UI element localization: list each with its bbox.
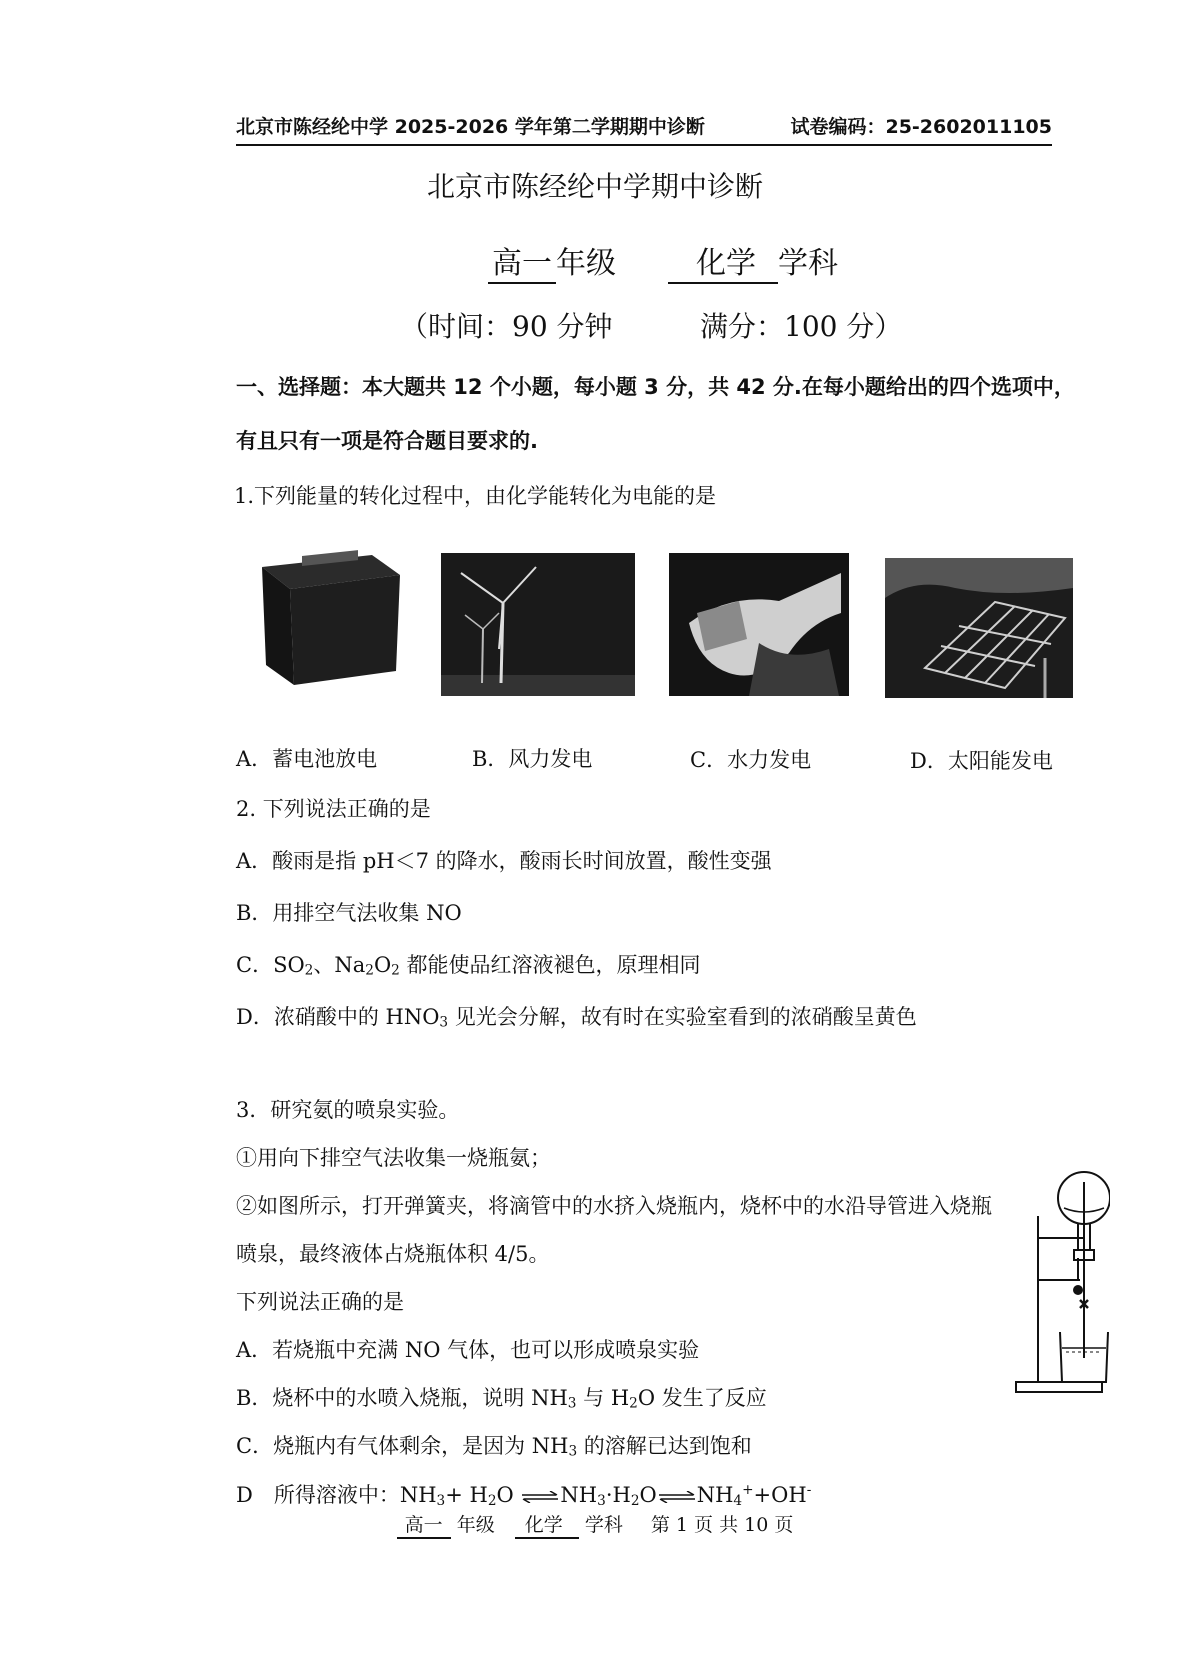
q3-d-plus: + H [445,1483,488,1508]
question-1-stem: 1.下列能量的转化过程中，由化学能转化为电能的是 [234,484,717,508]
q3-c-pre: C．烧瓶内有气体剩余，是因为 NH [236,1434,569,1458]
grade-suffix: 年级 [556,246,616,281]
q3-option-c [236,1436,752,1459]
q2-d-pre: D．浓硝酸中的 HNO [236,1005,440,1029]
q3-b-post: O 发生了反应 [637,1386,767,1410]
q3-d-sub2: 2 [487,1492,497,1509]
q3-d-sup1: + [742,1482,754,1498]
q3-b-sub2: 2 [629,1395,638,1412]
q2-option-d [236,1007,917,1030]
section-instructions-line2: 有且只有一项是符合题目要求的. [236,429,538,453]
page-title: 北京市陈经纶中学期中诊断 [426,170,763,203]
battery-image [254,545,404,693]
q3-d-mid-c: O [639,1483,657,1508]
exam-score: 满分：100 分） [700,310,903,343]
q1-option-b: B．风力发电 [472,747,593,771]
q2-d-post: 见光会分解，故有时在实验室看到的浓硝酸呈黄色 [448,1005,917,1029]
q3-d-mid-b: ·H [605,1483,631,1508]
footer-grade-suffix: 年级 [456,1514,495,1536]
q3-d-label: D 所得溶液中： [236,1483,400,1508]
q1-option-c: C．水力发电 [690,748,812,772]
grade-value: 高一 [488,247,556,284]
q3-c-post: 的溶解已达到饱和 [577,1434,752,1458]
subject-line [668,238,838,284]
q3-d-oh: +OH [753,1483,807,1508]
exam-time: （时间：90 分钟 [400,310,613,343]
solar-panel-image [885,558,1073,698]
fountain-apparatus-diagram [1010,1168,1110,1400]
wind-turbine-image [441,553,635,696]
q3-c-sub1: 3 [568,1443,578,1460]
q3-b-mid: 与 H [576,1386,630,1410]
q2-d-sub1: 3 [439,1014,449,1031]
header-left: 北京市陈经纶中学 2025-2026 学年第二学期期中诊断 [236,116,705,138]
q3-option-b [236,1388,767,1411]
footer-subject-suffix: 学科 [584,1514,623,1536]
q3-b-sub1: 3 [567,1395,577,1412]
q2-c-mid2: O [373,953,392,977]
q2-option-a: A．酸雨是指 pH＜7 的降水，酸雨长时间放置，酸性变强 [236,849,772,873]
subject-value: 化学 [668,247,778,284]
q3-d-nh4: NH [696,1483,734,1508]
q3-d-nh3: NH [399,1483,437,1508]
equilibrium-arrow-icon [520,1491,560,1503]
q3-option-a: A．若烧瓶中充满 NO 气体，也可以形成喷泉实验 [236,1338,700,1362]
q2-c-mid: 、Na [313,953,366,977]
subject-suffix: 学科 [778,246,838,281]
q3-d-mid-a: NH [560,1483,598,1508]
q2-c-sub1: 2 [304,962,314,979]
q2-option-b: B．用排空气法收集 NO [236,901,462,925]
page-footer [0,1510,1190,1539]
q3-d-sub3: 3 [597,1492,606,1509]
q3-d-sub1: 3 [436,1492,446,1509]
header-divider [236,144,1052,146]
footer-grade: 高一 [397,1515,451,1539]
grade-line [488,238,616,284]
q3-step-2a: ②如图所示，打开弹簧夹，将滴管中的水挤入烧瓶内，烧杯中的水沿导管进入烧瓶 [236,1194,992,1218]
q3-ask: 下列说法正确的是 [236,1290,404,1314]
q3-option-d [236,1484,811,1509]
q2-option-c [236,955,701,978]
q3-d-sup2: - [806,1482,812,1498]
question-3-stem: 3．研究氨的喷泉实验。 [236,1098,460,1122]
q2-c-sub3: 2 [391,962,400,979]
exam-code: 试卷编码：25-2602011105 [790,116,1052,138]
q3-d-sub5: 4 [733,1492,743,1509]
hydropower-image [669,553,849,696]
equilibrium-arrow-icon [657,1491,697,1503]
page-number: 第 1 页 共 10 页 [650,1514,794,1536]
q3-step-2b: 喷泉，最终液体占烧瓶体积 4/5。 [236,1242,550,1266]
q2-c-post: 都能使品红溶液褪色，原理相同 [399,953,701,977]
q1-option-a: A．蓄电池放电 [236,747,378,771]
q2-c-sub2: 2 [365,962,374,979]
footer-subject: 化学 [515,1515,579,1539]
question-2-stem: 2. 下列说法正确的是 [236,797,431,821]
q2-c-pre: C．SO [236,953,305,977]
q3-d-o: O [496,1483,521,1508]
q1-option-d: D．太阳能发电 [910,749,1053,773]
section-instructions-line1: 一、选择题：本大题共 12 个小题，每小题 3 分，共 42 分.在每小题给出的四个选项中， [236,375,1075,399]
q3-b-pre: B．烧杯中的水喷入烧瓶，说明 NH [236,1386,568,1410]
q3-step-1: ①用向下排空气法收集一烧瓶氨； [236,1146,551,1170]
q3-d-sub4: 2 [630,1492,640,1509]
